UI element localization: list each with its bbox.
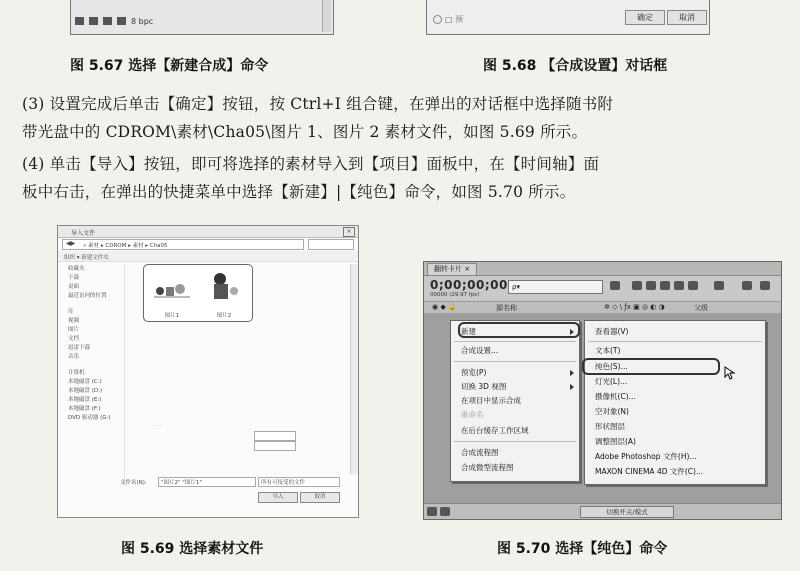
timeline-footer xyxy=(424,503,781,519)
file-name: 图片2 xyxy=(216,313,232,319)
folder-icon xyxy=(89,17,98,25)
dialog-titlebar xyxy=(58,226,358,238)
menu-item-switch-3d-view: 切换 3D 视图 xyxy=(451,381,579,393)
render-icon xyxy=(427,507,437,516)
dialog-toolbar xyxy=(58,251,358,262)
scrollbar xyxy=(322,0,331,32)
submenu-item-light: 灯光(L)... xyxy=(595,377,628,386)
comp-flow-icon xyxy=(632,281,642,290)
caption-fig-5-67: 图 5.67 选择【新建合成】命令 xyxy=(70,58,269,74)
menu-item-flowchart: 合成流程图 xyxy=(461,448,499,457)
organize-menu: 组织 ▾ 新建文件夹 xyxy=(64,255,109,261)
menu-item-rename: 重命名 xyxy=(461,410,484,419)
file-name: 图片1 xyxy=(164,313,180,319)
submenu-item-photoshop-file: Adobe Photoshop 文件(H)... xyxy=(595,452,697,461)
caption-fig-5-70: 图 5.70 选择【纯色】命令 xyxy=(497,541,668,557)
trash-icon xyxy=(117,17,126,25)
cancel-button: 取消 xyxy=(300,492,340,503)
nav-item: 视频 xyxy=(68,318,80,324)
sequence-field xyxy=(254,441,296,451)
nav-item: 库 xyxy=(68,309,74,315)
image-thumbnail-icon xyxy=(202,269,246,303)
nav-item: 迅雷下载 xyxy=(68,345,91,351)
caption-fig-5-69: 图 5.69 选择素材文件 xyxy=(121,541,264,557)
menu-item-mini-flowchart: 合成微型流程图 xyxy=(461,463,514,472)
navigation-pane xyxy=(62,264,122,484)
paragraph-3-line-2: 带光盘中的 CDROM\素材\Cha05\图片 1、图片 2 素材文件，如图 5.69 所示。 xyxy=(22,123,588,141)
nav-item: 本地磁盘 (E:) xyxy=(68,397,102,403)
nav-item: 计算机 xyxy=(68,370,85,376)
toggle-switches-modes-button: 切换开关/模式 xyxy=(580,506,674,518)
context-menu xyxy=(450,320,580,482)
submenu-item-solid: 纯色(S)... xyxy=(595,362,628,371)
nav-item: 桌面 xyxy=(68,284,80,290)
import-file-dialog xyxy=(57,225,359,518)
filename-label: 文件名(N): xyxy=(120,480,147,486)
file-list xyxy=(124,264,350,484)
figure-568-crop xyxy=(426,0,710,35)
preview-checkbox: □ 预 xyxy=(433,14,463,25)
menu-item-preview: 预览(P) xyxy=(451,367,579,379)
search-input xyxy=(308,239,354,250)
submenu-item-viewer: 查看器(V) xyxy=(595,327,629,336)
nav-item: 下载 xyxy=(68,275,80,281)
image-thumbnail-icon xyxy=(150,269,194,303)
submenu-item-cinema4d-file: MAXON CINEMA 4D 文件(C)... xyxy=(595,467,704,476)
source-name-header: 源名称 xyxy=(496,304,517,312)
clock-icon xyxy=(714,281,724,290)
draft-3d-icon xyxy=(610,281,620,290)
sequence-field xyxy=(254,431,296,441)
nav-item: 文档 xyxy=(68,336,80,342)
nav-item: 本地磁盘 (D:) xyxy=(68,388,103,394)
nav-item: 最近访问的位置 xyxy=(68,293,107,299)
figure-567-crop xyxy=(70,0,334,35)
close-icon: × xyxy=(343,227,355,237)
frame-rate: 00000 (29.97 fps) xyxy=(430,292,480,298)
project-panel-toolbar xyxy=(75,14,153,28)
composition-icon xyxy=(103,17,112,25)
nav-item: 本地磁盘 (C:) xyxy=(68,379,102,385)
import-button: 导入 xyxy=(258,492,298,503)
solid-highlight-box xyxy=(582,358,720,375)
marker-icon xyxy=(742,281,752,290)
timecode: 0;00;00;00 xyxy=(430,278,508,292)
switch-icons: ◉ ◆ 🔒 xyxy=(432,303,457,311)
paragraph-3-line-1: (3) 设置完成后单击【确定】按钮，按 Ctrl+I 组合键，在弹出的对话框中选择随书附 xyxy=(22,95,614,113)
dialog-title: 导入文件 xyxy=(71,230,96,237)
switches-header: ✲ ◇ \ ƒx ▣ ◎ ◐ ◑ xyxy=(604,303,665,311)
ok-button: 确定 xyxy=(625,10,665,25)
filetype-select: 所有可接受的文件 xyxy=(258,477,340,487)
submenu-arrow-icon xyxy=(570,384,574,390)
submenu-item-camera: 摄像机(C)... xyxy=(595,392,636,401)
submenu-item-adjustment-layer: 调整图层(A) xyxy=(595,437,636,446)
menu-item-new: 新建 xyxy=(451,326,579,338)
selected-files-highlight xyxy=(143,264,253,322)
options-area: . . . xyxy=(153,422,162,428)
expand-icon xyxy=(440,507,450,516)
timeline-panel xyxy=(423,261,782,520)
menu-item-cache-work-area: 在后台缓存工作区域 xyxy=(461,426,529,435)
bit-depth-label: 8 bpc xyxy=(131,16,154,26)
mouse-cursor-icon xyxy=(724,366,736,380)
motion-blur-icon xyxy=(674,281,684,290)
graph-editor-icon xyxy=(688,281,698,290)
menu-item-reveal-in-project: 在项目中显示合成 xyxy=(461,396,521,405)
paragraph-4-line-1: (4) 单击【导入】按钮，即可将选择的素材导入到【项目】面板中，在【时间轴】面 xyxy=(22,155,600,173)
submenu-item-text: 文本(T) xyxy=(595,346,621,355)
menu-item-comp-settings: 合成设置... xyxy=(461,346,499,355)
nav-item: 收藏夹 xyxy=(68,266,85,272)
submenu-item-null-object: 空对象(N) xyxy=(595,407,629,416)
file-thumbnail xyxy=(150,269,194,319)
nav-item: DVD 驱动器 (G:) xyxy=(68,415,111,421)
file-thumbnail xyxy=(202,269,246,319)
parent-header: 父级 xyxy=(694,304,708,312)
paragraph-4-line-2: 板中右击，在弹出的快捷菜单中选择【新建】|【纯色】命令，如图 5.70 所示。 xyxy=(22,183,576,201)
frame-blend-icon xyxy=(660,281,670,290)
shy-icon xyxy=(646,281,656,290)
back-icon: ◀▶ xyxy=(66,240,76,247)
address-path: « 素材 ▸ CDROM ▸ 素材 ▸ Cha05 xyxy=(83,243,168,249)
scrollbar xyxy=(350,264,358,474)
folder-icon xyxy=(760,281,770,290)
submenu-arrow-icon xyxy=(570,370,574,376)
new-submenu xyxy=(584,320,766,485)
nav-item: 本地磁盘 (F:) xyxy=(68,406,101,412)
submenu-item-shape-layer: 形状图层 xyxy=(595,422,625,431)
cancel-button: 取消 xyxy=(667,10,707,25)
nav-item: 图片 xyxy=(68,327,80,333)
caption-fig-5-68: 图 5.68 【合成设置】对话框 xyxy=(483,58,668,74)
nav-item: 音乐 xyxy=(68,354,80,360)
composition-tab: 翻转卡片 × xyxy=(427,263,477,275)
filename-field: "图片2" "图片1" xyxy=(158,477,256,487)
address-bar xyxy=(62,239,304,250)
panel-tab-bar xyxy=(424,262,781,276)
layer-search-input: ρ▾ xyxy=(508,280,603,294)
new-highlight-box xyxy=(458,322,580,338)
project-icon xyxy=(75,17,84,25)
